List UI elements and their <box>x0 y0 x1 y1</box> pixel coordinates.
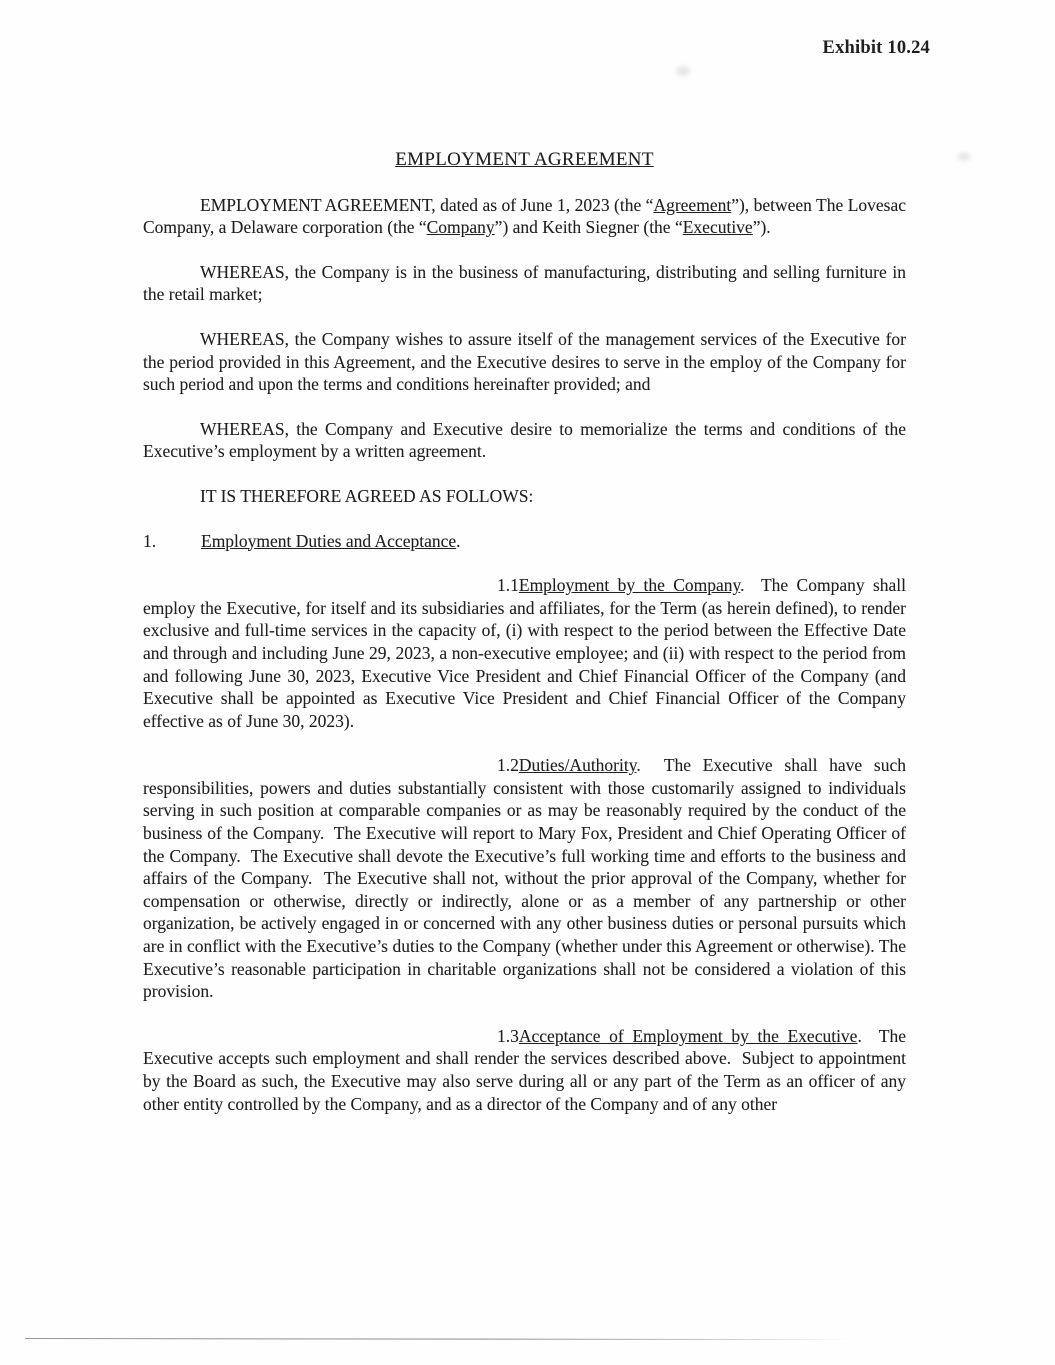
defined-term-company: Company <box>426 217 495 238</box>
document-title: EMPLOYMENT AGREEMENT <box>395 149 654 170</box>
intro-text: ”). <box>752 217 771 238</box>
scan-smudge <box>676 66 690 76</box>
section-1-2-paragraph <box>143 754 906 1003</box>
section-1-3-paragraph <box>143 1025 906 1115</box>
subsection-title: Duties/Authority <box>518 755 637 776</box>
intro-text: EMPLOYMENT AGREEMENT, dated as of June 1, 2023 (the “ <box>200 194 654 215</box>
defined-term-agreement: Agreement <box>653 194 732 215</box>
whereas-paragraph-3: WHEREAS, the Company and Executive desire to memorialize the terms and conditions of the Executive’s employment by a written agreement. <box>143 418 906 462</box>
subsection-title: Employment by the Company <box>518 575 741 596</box>
intro-text: ”), between The Lovesac Company, a Delaware corporation (the “ <box>143 194 906 238</box>
scan-smudge <box>958 152 970 161</box>
page-edge-line <box>25 1338 853 1340</box>
document-content <box>143 149 906 1115</box>
section-1-1-paragraph <box>143 574 906 732</box>
subsection-number: 1.3 <box>497 1025 519 1046</box>
intro-text: ”) and Keith Siegner (the “ <box>494 217 683 238</box>
subsection-body: . The Company shall employ the Executive, for itself and its subsidiaries and affiliates, for the Term (as herein defined), to render exclusive and full-time services in the capacity of, (i) with respect to the period between the Effective Date and through and including June 29, 2023, a non-executive employee; and (ii) with respect to the period from and following June 30, 2023, Executive Vice President and Chief Financial Officer of the Company (and Executive shall be appointed as Executive Vice President and Chief Financial Officer of the Company effective as of June 30, 2023). <box>143 575 906 731</box>
therefore-clause: IT IS THEREFORE AGREED AS FOLLOWS: <box>200 485 534 506</box>
intro-paragraph <box>143 194 906 239</box>
exhibit-label: Exhibit 10.24 <box>822 38 930 58</box>
subsection-number: 1.2 <box>497 755 519 776</box>
subsection-body: . The Executive accepts such employment and shall render the services described above. Subject to appointment by the Board as such, the Executive may also serve during all or any part of the Term as an officer of any other entity controlled by the Company, and as a director of the Company and of any other <box>143 1025 906 1114</box>
section-title: Employment Duties and Acceptance <box>201 530 457 551</box>
subsection-title: Acceptance of Employment by the Executive <box>518 1025 858 1046</box>
section-number: 1. <box>143 530 157 551</box>
subsection-number: 1.1 <box>497 575 519 596</box>
whereas-paragraph-1: WHEREAS, the Company is in the business of manufacturing, distributing and selling furniture in the retail market; <box>143 261 906 305</box>
section-title-period: . <box>456 530 461 551</box>
defined-term-executive: Executive <box>682 217 753 238</box>
section-1-heading <box>143 530 906 553</box>
whereas-paragraph-2: WHEREAS, the Company wishes to assure itself of the management services of the Executive for the period provided in this Agreement, and the Executive desires to serve in the employ of the Company for such period and upon the terms and conditions hereinafter provided; and <box>143 328 906 395</box>
subsection-body: . The Executive shall have such responsibilities, powers and duties substantially consistent with those customarily assigned to individuals serving in such position at comparable companies or as may be reasonably required by the conduct of the business of the Company. The Executive will report to Mary Fox, President and Chief Operating Officer of the Company. The Executive shall devote the Executive’s full working time and efforts to the business and affairs of the Company. The Executive shall not, without the prior approval of the Company, whether for compensation or otherwise, directly or indirectly, alone or as a member of any partnership or other organization, be actively engaged in or concerned with any other business duties or personal pursuits which are in conflict with the Executive’s duties to the Company (whether under this Agreement or otherwise). The Executive’s reasonable participation in charitable organizations shall not be considered a violation of this provision. <box>143 755 906 1002</box>
